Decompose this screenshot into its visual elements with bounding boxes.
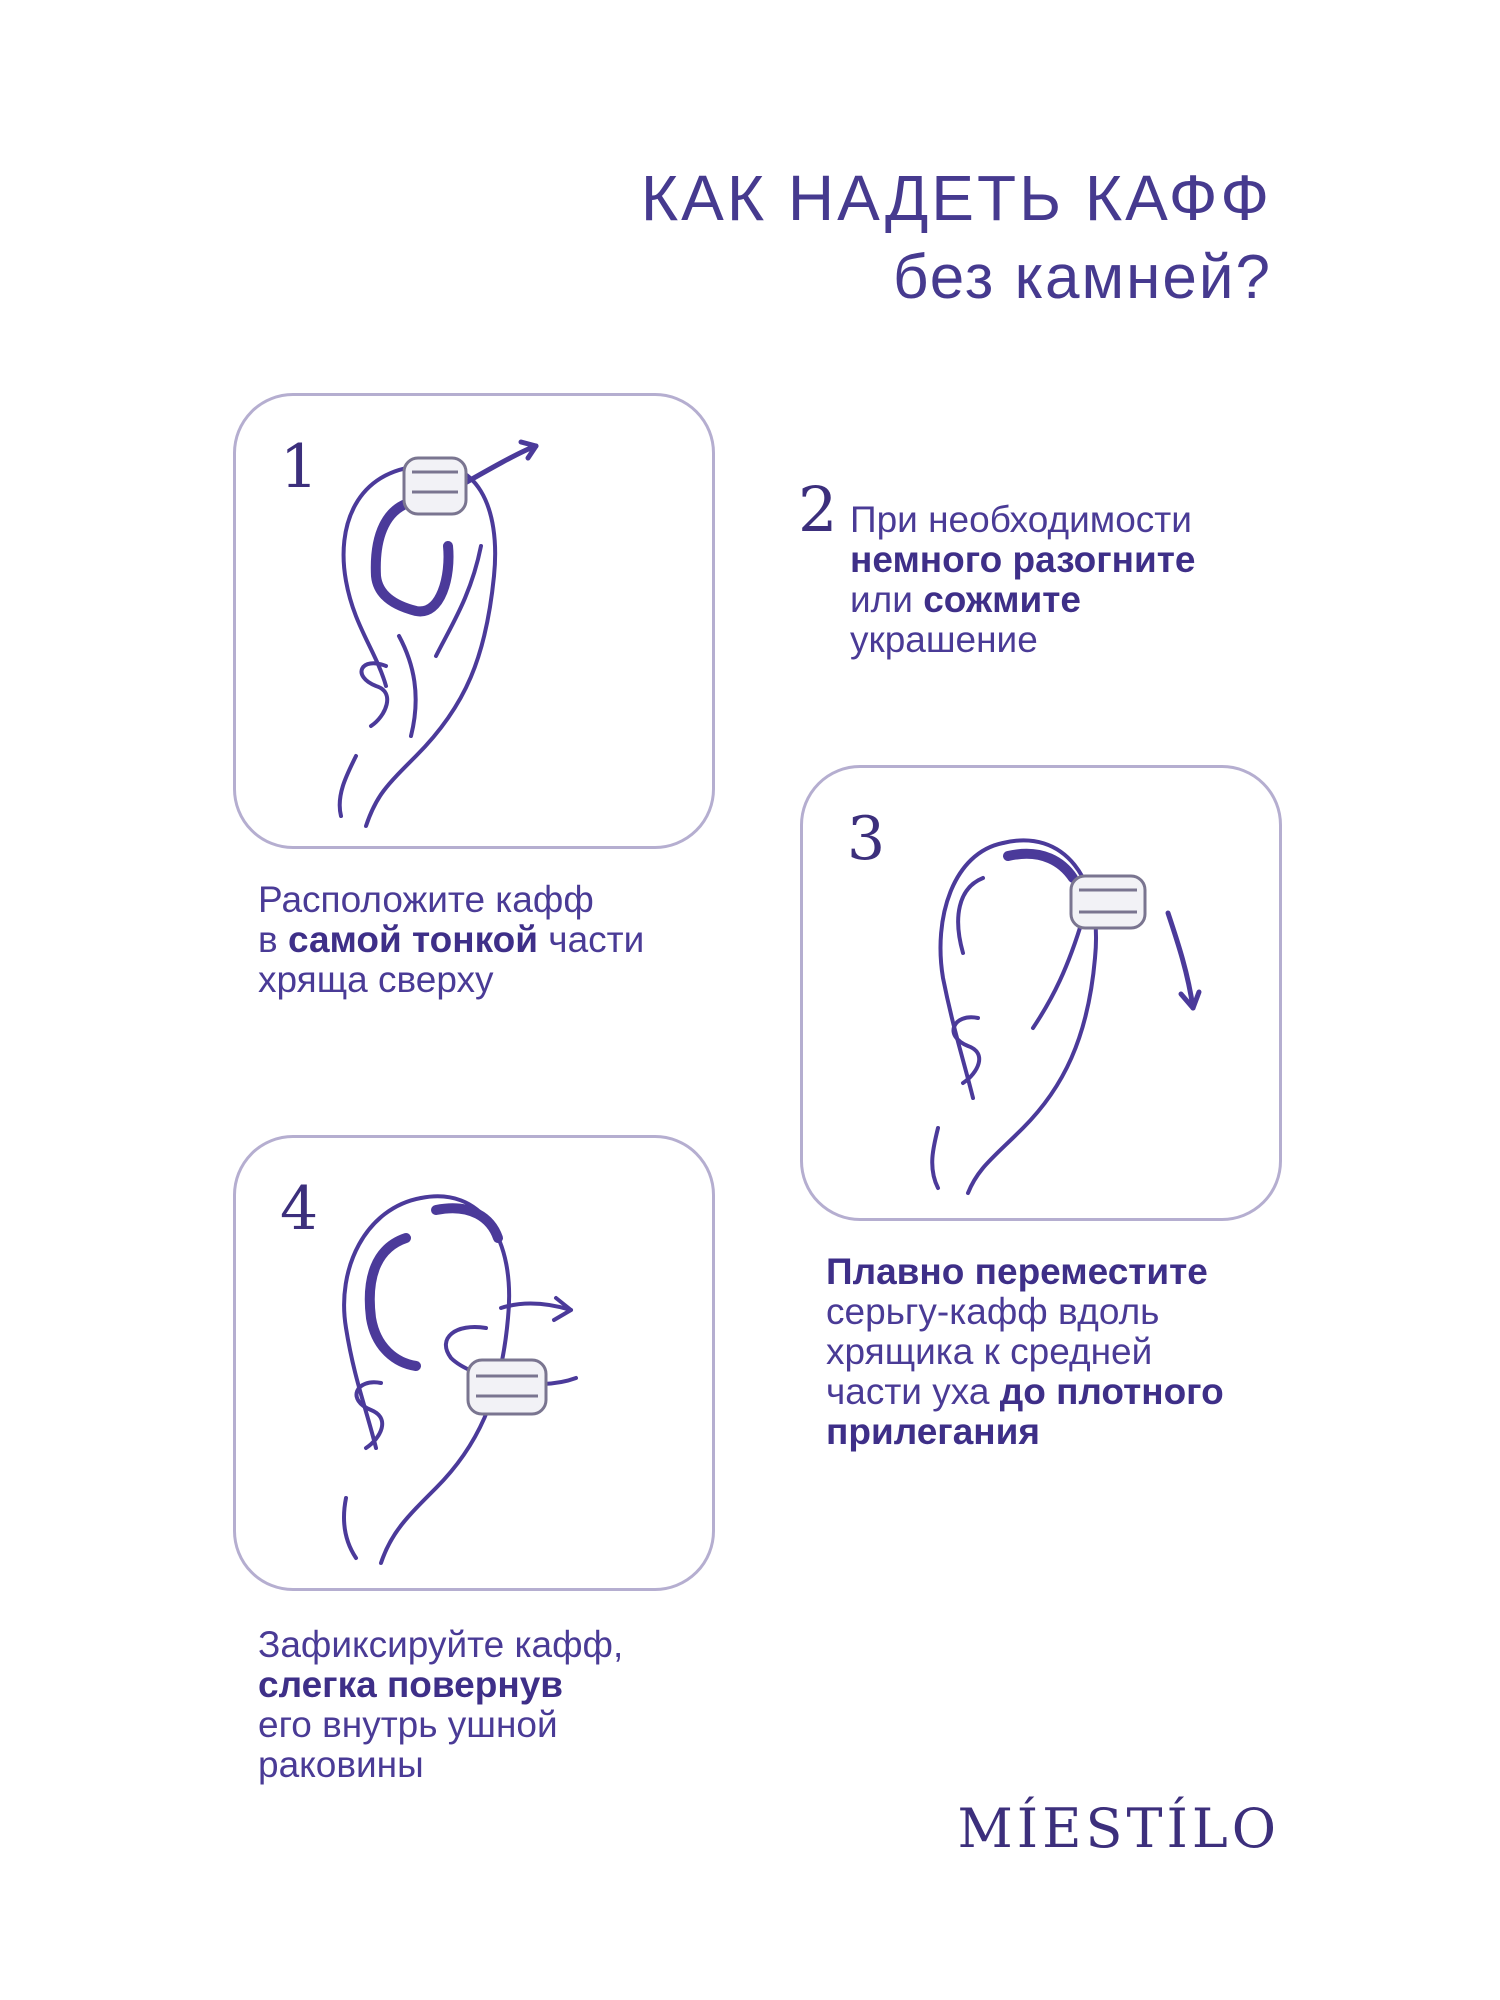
step-3-line: хрящика к средней [826,1331,1153,1372]
step-2-description [850,500,1195,660]
ear-illustration [236,396,718,852]
step-3-description [826,1252,1224,1452]
step-4-number: 4 [280,1174,319,1244]
cuff-jewelry-icon [404,458,466,514]
step-2-number: 2 [798,473,838,546]
step-3-bold-part: Плавно переместите [826,1251,1208,1292]
step-3-line: серьгу-кафф вдоль [826,1291,1160,1332]
step-3-number: 3 [847,804,886,874]
brand-logo: MÍESTÍLO [957,1797,1280,1860]
step-4-line: его внутрь ушной [258,1704,558,1745]
step-1-text-part: в [258,919,288,960]
step-3-line [826,1412,1224,1452]
step-1-line: Расположите кафф [258,879,594,920]
step-2-text-part: или [850,579,924,620]
step-3-card [800,765,1282,1221]
step-1-description [258,880,644,1000]
step-1-number: 1 [280,432,319,502]
step-2-line: украшение [850,619,1038,660]
cuff-jewelry-icon [1071,876,1145,928]
ear-illustration [803,768,1285,1224]
step-4-line [258,1665,623,1705]
step-3-text-part: части уха [826,1371,1000,1412]
step-2-line: При необходимости [850,499,1192,540]
step-1-card [233,393,715,849]
step-3-bold-part: до плотного [999,1371,1224,1412]
step-2-line [850,540,1195,580]
title-line-1: КАК НАДЕТЬ КАФФ [640,162,1272,234]
title-line-2: без камней? [892,243,1272,312]
step-3-line [826,1372,1224,1412]
step-4-line: Зафиксируйте кафф, [258,1624,624,1665]
step-2-bold-part: немного разогните [850,539,1196,580]
page-title [641,158,1272,318]
step-3-line [826,1252,1224,1292]
step-1-bold-part: самой тонкой [287,919,539,960]
step-1-line [258,920,644,960]
ear-illustration [236,1138,718,1594]
step-2-bold-part: сожмите [923,579,1081,620]
step-4-line: раковины [258,1744,424,1785]
cuff-jewelry-icon [468,1360,546,1414]
step-4-bold-part: слегка повернув [258,1664,564,1705]
step-2-line [850,580,1195,620]
step-1-line: хряща сверху [258,959,494,1000]
step-4-card [233,1135,715,1591]
step-1-text-part: части [538,919,645,960]
step-3-bold-part: прилегания [826,1411,1040,1452]
step-4-description [258,1625,623,1785]
